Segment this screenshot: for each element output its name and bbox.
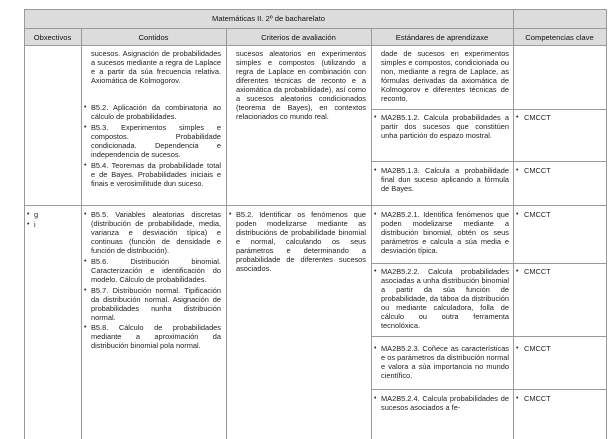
competencia-badge: CMCCT <box>524 166 551 175</box>
contidos-item: B5.8. Cálculo de probabilidades mediante a aproximación da distribución binomial pola normal. <box>91 323 221 350</box>
contidos-item: B5.2. Aplicación da combinatoria ao cálculo de probabilidades. <box>91 103 221 121</box>
bullet: • <box>84 104 87 111</box>
header-contidos: Contidos <box>138 33 169 42</box>
bullet: • <box>27 211 30 218</box>
contidos-item: B5.6. Distribución binomial. Caracterización e identificación do modelo. Cálculo de probabilidades. <box>91 257 221 284</box>
rule <box>371 336 607 337</box>
header-competencias: Competencias clave <box>525 33 594 42</box>
bullet: • <box>27 221 30 228</box>
bullet: • <box>84 162 87 169</box>
bullet: • <box>374 167 377 174</box>
competencia-badge: CMCCT <box>524 267 551 276</box>
contidos-item: B5.7. Distribución normal. Tipificación da distribución normal. Asignación de probabilidades nunha distribución normal. <box>91 286 221 322</box>
bullet: • <box>516 268 519 275</box>
estandar-text: MA2B5.2.2. Calcula probabilidades asociadas a unha distribución binomial a partir da súa función de probabilidade, da táboa da distribución ou mediante calculadora, folla de cálculo ou outra ferramenta tecnolóxica. <box>381 267 509 330</box>
bullet: • <box>516 211 519 218</box>
rule <box>371 28 372 439</box>
competencia-badge: CMCCT <box>524 210 551 219</box>
rule <box>371 263 607 264</box>
header-estandares: Estándares de aprendizaxe <box>395 33 489 42</box>
contidos-item: B5.5. Variables aleatorias discretas (distribución de probabilidade, media, varianza e desviación típica) e continuas (función de densidade e función de distribución). <box>91 210 221 255</box>
rule <box>371 109 607 110</box>
header-objetivos: Obxectivos <box>33 33 72 42</box>
criterio-text: sucesos aleatorios en experimentos simples e compostos (utilizando a regra de Laplace en combinación con diferentes técnicas de reconto e a axiomática da probabilidade), así como a sucesos aleatorios condicionados (teorema de Bayes), en contextos relacionados co mundo real. <box>236 49 366 121</box>
table-title: Matemáticas II. 2º de bacharelato <box>212 14 325 23</box>
objetivo-item: g <box>34 210 39 219</box>
bullet: • <box>84 324 87 331</box>
rule <box>371 161 607 162</box>
bullet: • <box>516 114 519 121</box>
bullet: • <box>374 345 377 352</box>
rule <box>81 28 82 439</box>
bullet: • <box>84 124 87 131</box>
contidos-item: B5.3. Experimentos simples e compostos. Probabilidade condicionada. Dependencia e independencia de sucesos. <box>91 123 221 159</box>
competencia-badge: CMCCT <box>524 113 551 122</box>
estandar-text: dade de sucesos en experimentos simples e compostos, condicionada ou non, mediante a regra de Laplace, as fórmulas derivadas da axiomática de Kolmogorov e diferentes técnicas de reconto. <box>381 49 509 103</box>
rule <box>24 28 607 29</box>
rule <box>371 389 607 390</box>
rule <box>606 9 607 439</box>
rule <box>226 28 227 439</box>
bullet: • <box>516 395 519 402</box>
criterio-text: B5.2. Identificar os fenómenos que poden modelizarse mediante as distribucións de probabilidade binomial e normal, calculando os seus parámetros e determinando a probabilidade de diferentes sucesos asociados. <box>236 210 366 273</box>
bullet: • <box>229 211 232 218</box>
rule <box>24 45 607 46</box>
estandar-text: MA2B5.2.4. Calcula probabilidades de sucesos asociados a fe- <box>381 394 509 412</box>
rule <box>513 9 514 439</box>
bullet: • <box>374 268 377 275</box>
estandar-text: MA2B5.1.3. Calcula a probabilidade final dun suceso aplicando a fórmula de Bayes. <box>381 166 509 193</box>
contidos-item: B5.4. Teoremas da probabilidade total e de Bayes. Probabilidades iniciais e finais e verosimilitude dun suceso. <box>91 161 221 188</box>
bullet: • <box>516 167 519 174</box>
objetivo-item: i <box>34 220 36 229</box>
bullet: • <box>84 287 87 294</box>
bullet: • <box>84 258 87 265</box>
bullet: • <box>374 114 377 121</box>
rule <box>24 205 607 206</box>
bullet: • <box>374 395 377 402</box>
bullet: • <box>374 211 377 218</box>
rule <box>24 9 607 10</box>
competencia-badge: CMCCT <box>524 394 551 403</box>
bullet: • <box>84 211 87 218</box>
contidos-item: sucesos. Asignación de probabilidades a sucesos mediante a regra de Laplace e a partir da súa frecuencia relativa. Axiomática de Kolmogorov. <box>91 49 221 85</box>
estandar-text: MA2B5.2.1. Identifica fenómenos que poden modelizarse mediante a distribución binomial, obtén os seus parámetros e calcula a súa media e desviación típica. <box>381 210 509 255</box>
estandar-text: MA2B5.2.3. Coñece as características e os parámetros da distribución normal e valora a súa importancia no mundo científico. <box>381 344 509 380</box>
header-criterios: Criterios de avaliación <box>261 33 336 42</box>
bullet: • <box>516 345 519 352</box>
competencia-badge: CMCCT <box>524 344 551 353</box>
rule <box>24 9 25 439</box>
estandar-text: MA2B5.1.2. Calcula probabilidades a partir dos sucesos que constitúen unha partición do espazo mostral. <box>381 113 509 140</box>
